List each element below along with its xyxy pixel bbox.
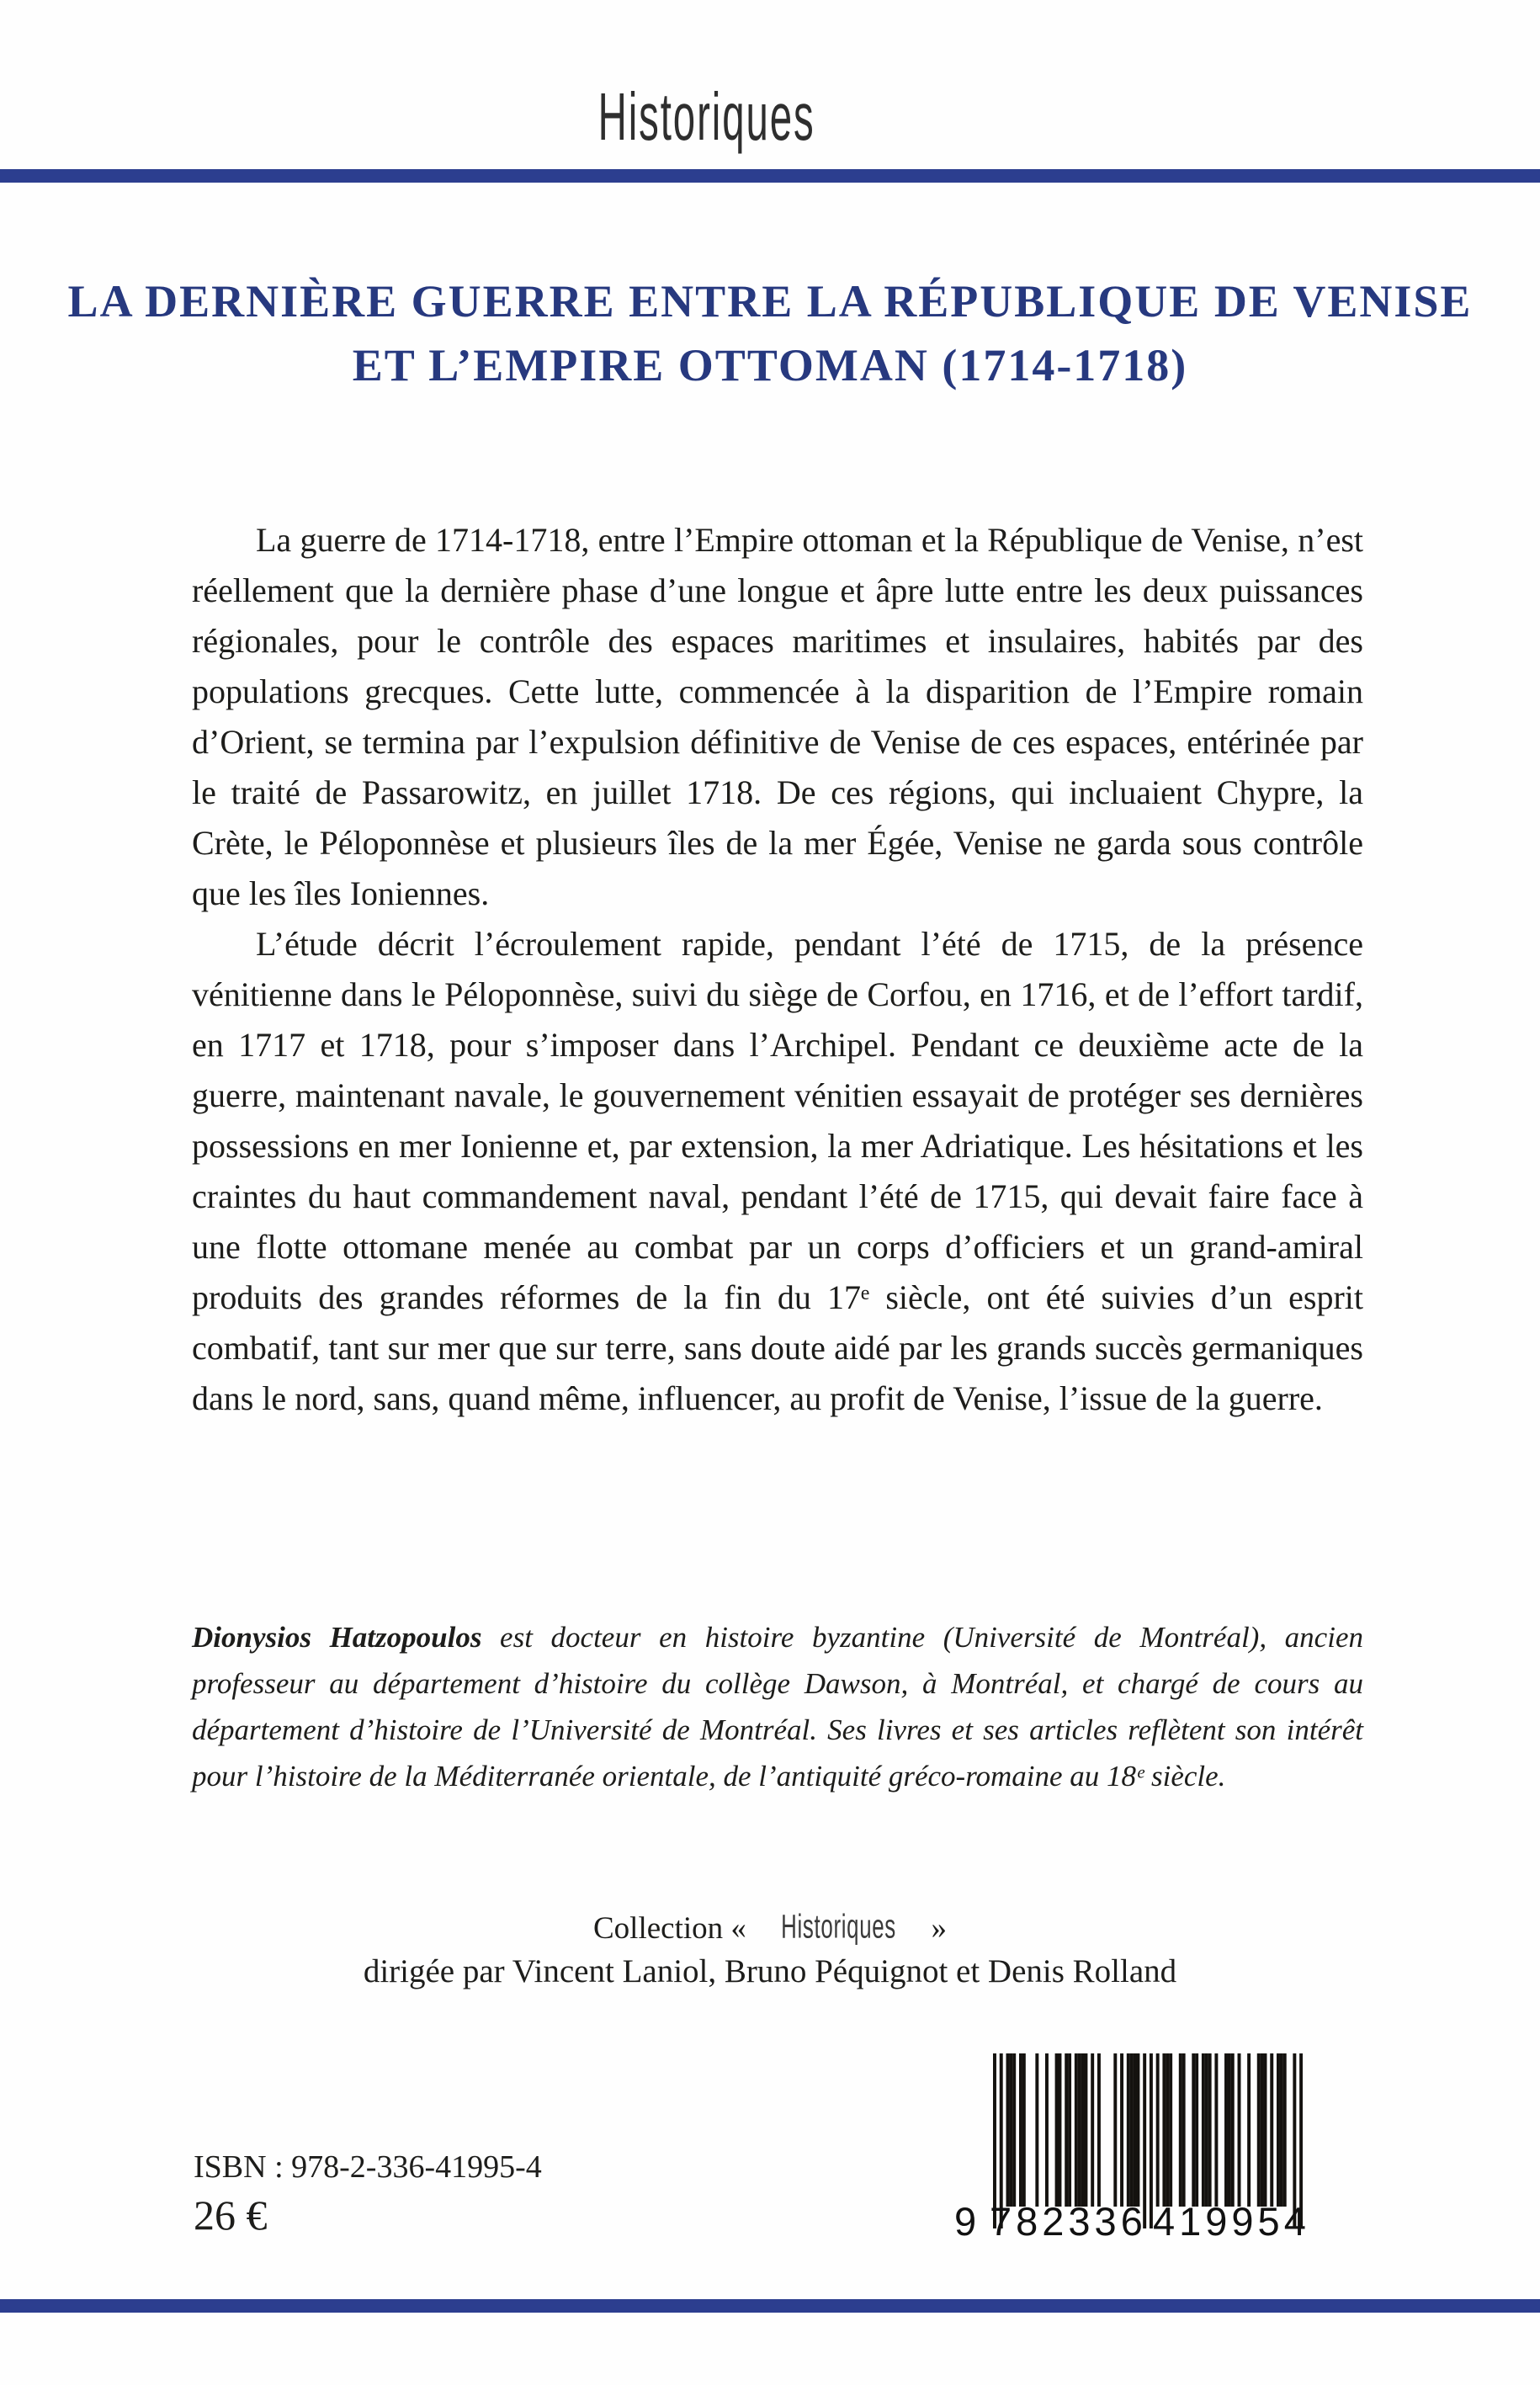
author-bio: [192, 1614, 1363, 1799]
collection-directors: dirigée par Vincent Laniol, Bruno Péquignot et Denis Rolland: [363, 1953, 1177, 1989]
book-title: [0, 269, 1540, 397]
isbn-label: ISBN : 978-2-336-41995-4: [194, 2149, 542, 2185]
collection-suffix: »: [923, 1911, 947, 1946]
barcode-digit-group-left: 782336: [990, 2199, 1147, 2244]
top-divider-bar: [0, 169, 1540, 183]
collection-title-line: [0, 1907, 1540, 1950]
synopsis-paragraph-2: L’étude décrit l’écroulement rapide, pendant l’été de 1715, de la présence vénitienne dans le Péloponnèse, suivi du siège de Corfou, en 1716, et de l’effort tardif, en 1717 et 1718, pour s’imposer dans l’Archipel. Pendant ce deuxième acte de la guerre, maintenant navale, le gouvernement vénitien essayait de protéger ses dernières possessions en mer Ionienne et, par extension, la mer Adriatique. Les hésitations et les craintes du haut commandement naval, pendant l’été de 1715, qui devait faire face à une flotte ottomane menée au combat par un corps d’officiers et un grand-amiral produits des grandes réformes de la fin du 17ᵉ siècle, ont été suivies d’un esprit combatif, tant sur mer que sur terre, sans doute aidé par les grands succès germaniques dans le nord, sans, quand même, influencer, au profit de Venise, l’issue de la guerre.: [192, 925, 1363, 1417]
synopsis: [192, 515, 1363, 1424]
barcode-digit-group-right: 419954: [1153, 2199, 1310, 2244]
barcode-digit-lead: 9: [954, 2199, 977, 2244]
price-label: 26 €: [194, 2191, 268, 2239]
author-bio-text: [192, 1614, 1363, 1799]
collection-logo: Historiques: [597, 78, 816, 155]
book-title-line1: LA DERNIÈRE GUERRE ENTRE LA RÉPUBLIQUE DE VENISE: [67, 276, 1473, 327]
collection-prefix: Collection «: [593, 1911, 755, 1946]
collection-note: [0, 1907, 1540, 1994]
bottom-divider-bar: [0, 2299, 1540, 2313]
author-name: Dionysios Hatzopoulos: [192, 1621, 482, 1654]
synopsis-paragraph-1: La guerre de 1714-1718, entre l’Empire ottoman et la République de Venise, n’est réellement que la dernière phase d’une longue et âpre lutte entre les deux puissances régionales, pour le contrôle des espaces maritimes et insulaires, habités par des populations grecques. Cette lutte, commencée à la disparition de l’Empire romain d’Orient, se termina par l’expulsion définitive de Venise de ces espaces, entérinée par le traité de Passarowitz, en juillet 1718. De ces régions, qui incluaient Chypre, la Crète, le Péloponnèse et plusieurs îles de la mer Égée, Venise ne garda sous contrôle que les îles Ioniennes.: [192, 521, 1363, 912]
author-bio-body: est docteur en histoire byzantine (Université de Montréal), ancien professeur au département d’histoire du collège Dawson, à Montréal, et chargé de cours au département d’histoire de l’Université de Montréal. Ses livres et ses articles reflètent son intérêt pour l’histoire de la Méditerranée orientale, de l’antiquité gréco-romaine au 18ᵉ siècle.: [192, 1621, 1363, 1793]
book-title-line2: ET L’EMPIRE OTTOMAN (1714-1718): [352, 340, 1188, 390]
barcode-digits: [954, 2199, 1310, 2244]
collection-logo-inline: Historiques: [781, 1908, 897, 1946]
masthead: [0, 78, 1414, 155]
